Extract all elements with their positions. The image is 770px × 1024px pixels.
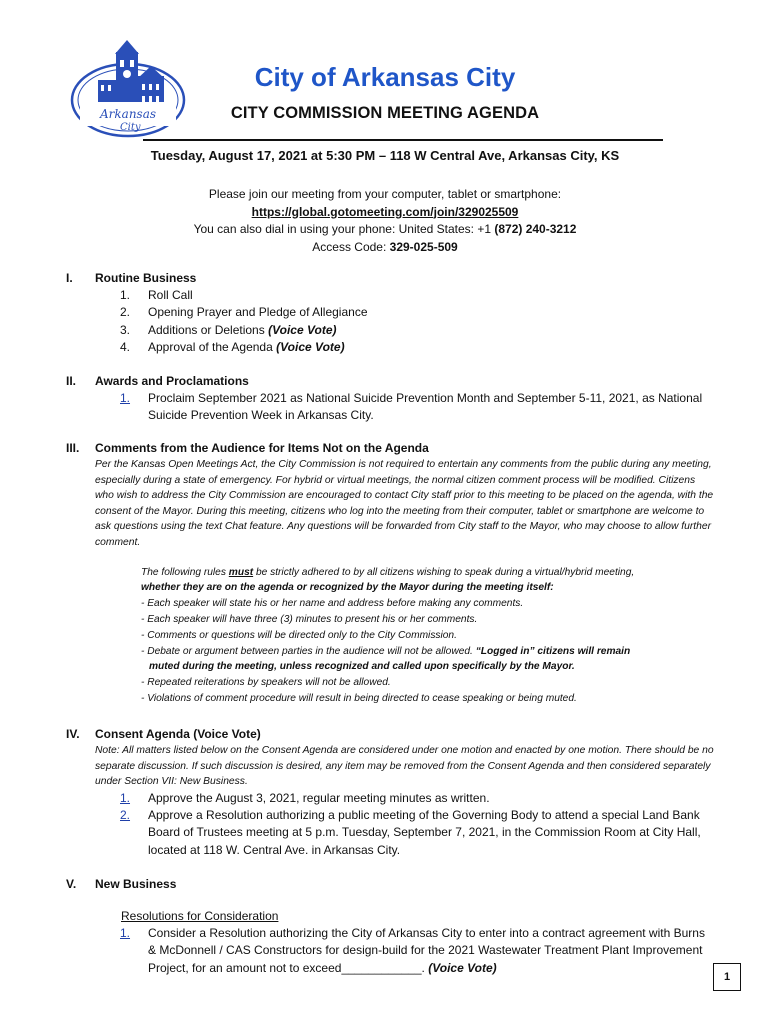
dial-prefix: You can also dial in using your phone: United States: +1 [193, 222, 495, 236]
logo-text-city: City [120, 122, 141, 133]
rule-item-bold: “Logged in” citizens will remain [475, 645, 631, 657]
rule-item: - Each speaker will have three (3) minutes to present his or her comments. [141, 613, 478, 625]
item-text: Roll Call [148, 288, 193, 302]
list-item [118, 390, 716, 425]
rule-item: - Debate or argument between parties in the audience will not be allowed. [141, 645, 476, 657]
item-text: Approve the August 3, 2021, regular meeting minutes as written. [148, 790, 490, 805]
rule-item-bold: muted during the meeting, unless recognized and called upon specifically by the Mayor. [149, 661, 575, 673]
section-title: Awards and Proclamations [95, 374, 249, 388]
rules-must: must [228, 566, 254, 578]
item-number: 1. [120, 288, 131, 302]
section-title: Comments from the Audience for Items Not on the Agenda [95, 441, 429, 455]
join-info [0, 186, 770, 256]
koma-note: Per the Kansas Open Meetings Act, the City Commission is not required to entertain any comments from the public during any meeting, especially during a state of emergency. For hybrid or virtual meetings, the normal citizen comment process will be modified. Citizens who wish to address the City Commission are encouraged to contact City staff prior to this meeting to be placed on the agenda, with the consent of the Mayor. During this meeting, citizens who log into the meeting from their computer, tablet or smartphone are welcome to ask questions using the text Chat feature. Any questions will be forwarded from City staff to the Mayor, who may choose to allow further comment. [95, 459, 714, 548]
header-divider [143, 139, 663, 141]
section-audience-comments [66, 440, 716, 707]
list-item [118, 304, 716, 321]
voice-vote-tag: (Voice Vote) [428, 960, 497, 975]
item-text: Approve a Resolution authorizing a public meeting of the Governing Body to attend a special Land Bank Board of Trustees meeting at 5 p.m. Tuesday, September 7, 2021, in the Commission Room at City Hall, located at 118 W. Central Ave. in Arkansas City. [148, 808, 701, 857]
voice-vote-tag: (Voice Vote) [268, 322, 337, 337]
section-title: New Business [95, 877, 177, 891]
access-code-label: Access Code: [312, 239, 390, 254]
meeting-url-link[interactable]: https://global.gotomeeting.com/join/329025509 [251, 204, 519, 219]
logo-text-arkansas: Arkansas [100, 107, 157, 121]
item-number: 3. [120, 322, 131, 337]
item-number-link[interactable]: 2. [120, 808, 131, 823]
list-item [118, 322, 716, 339]
section-numeral: V. [66, 877, 77, 891]
page-number: 1 [713, 963, 741, 991]
section-consent-agenda [66, 726, 716, 859]
item-number-link[interactable]: 1. [120, 926, 131, 940]
section-numeral: III. [66, 441, 80, 455]
speaker-rules [66, 565, 716, 707]
section-numeral: IV. [66, 727, 80, 741]
section-awards [66, 373, 716, 425]
list-item [118, 925, 716, 977]
meeting-date-location: Tuesday, August 17, 2021 at 5:30 PM – 118 W Central Ave, Arkansas City, KS [150, 148, 620, 163]
resolutions-heading: Resolutions for Consideration [121, 909, 279, 923]
dial-number: (872) 240-3212 [494, 222, 577, 236]
city-title: City of Arkansas City [254, 62, 516, 92]
list-item [118, 339, 716, 356]
rules-intro-bold: whether they are on the agenda or recognized by the Mayor during the meeting itself: [141, 582, 554, 594]
section-routine-business [66, 270, 716, 356]
item-text: Proclaim September 2021 as National Suicide Prevention Month and September 5-11, 2021, as National Suicide Prevention Week in Arkansas City. [148, 391, 703, 423]
item-number: 2. [120, 305, 131, 320]
list-item [118, 807, 716, 859]
item-number-link[interactable]: 1. [120, 790, 131, 805]
item-number-link[interactable]: 1. [120, 391, 131, 405]
rule-item: - Comments or questions will be directed only to the City Commission. [141, 629, 457, 641]
item-text: Additions or Deletions [148, 322, 269, 337]
item-text: Consider a Resolution authorizing the City of Arkansas City to enter into a contract agreement with Burns & McDonnell / CAS Constructors for design-build for the 2021 Wastewater Treatment Plant Improvement Project, for an amount not to exceed____________. [148, 926, 705, 975]
section-title: Routine Business [95, 271, 197, 285]
section-new-business [66, 876, 716, 977]
section-title: Consent Agenda (Voice Vote) [95, 727, 261, 741]
section-numeral: I. [66, 271, 73, 285]
item-text: Opening Prayer and Pledge of Allegiance [148, 305, 368, 320]
rules-intro-cont: be strictly adhered to by all citizens wishing to speak during a virtual/hybrid meeting, [253, 566, 635, 578]
item-text: Approval of the Agenda [148, 339, 277, 354]
consent-note: Note: All matters listed below on the Consent Agenda are considered under one motion and enacted by one motion. There should be no separate discussion. If such discussion is desired, any item may be removed from the Consent Agenda and then considered separately under Section VII: New Business. [95, 745, 714, 788]
agenda-title: CITY COMMISSION MEETING AGENDA [230, 104, 540, 122]
list-item [118, 287, 716, 304]
rules-intro: The following rules [141, 566, 229, 578]
item-number: 4. [120, 339, 131, 354]
rule-item: - Each speaker will state his or her name and address before making any comments. [141, 598, 524, 610]
voice-vote-tag: (Voice Vote) [276, 339, 345, 354]
rule-item: - Repeated reiterations by speakers will not be allowed. [141, 677, 391, 689]
list-item [118, 790, 716, 807]
access-code: 329-025-509 [389, 239, 458, 254]
section-numeral: II. [66, 374, 77, 388]
rule-item: - Violations of comment procedure will result in being directed to cease speaking or being muted. [141, 692, 577, 704]
join-line: Please join our meeting from your computer, tablet or smartphone: [208, 187, 562, 201]
